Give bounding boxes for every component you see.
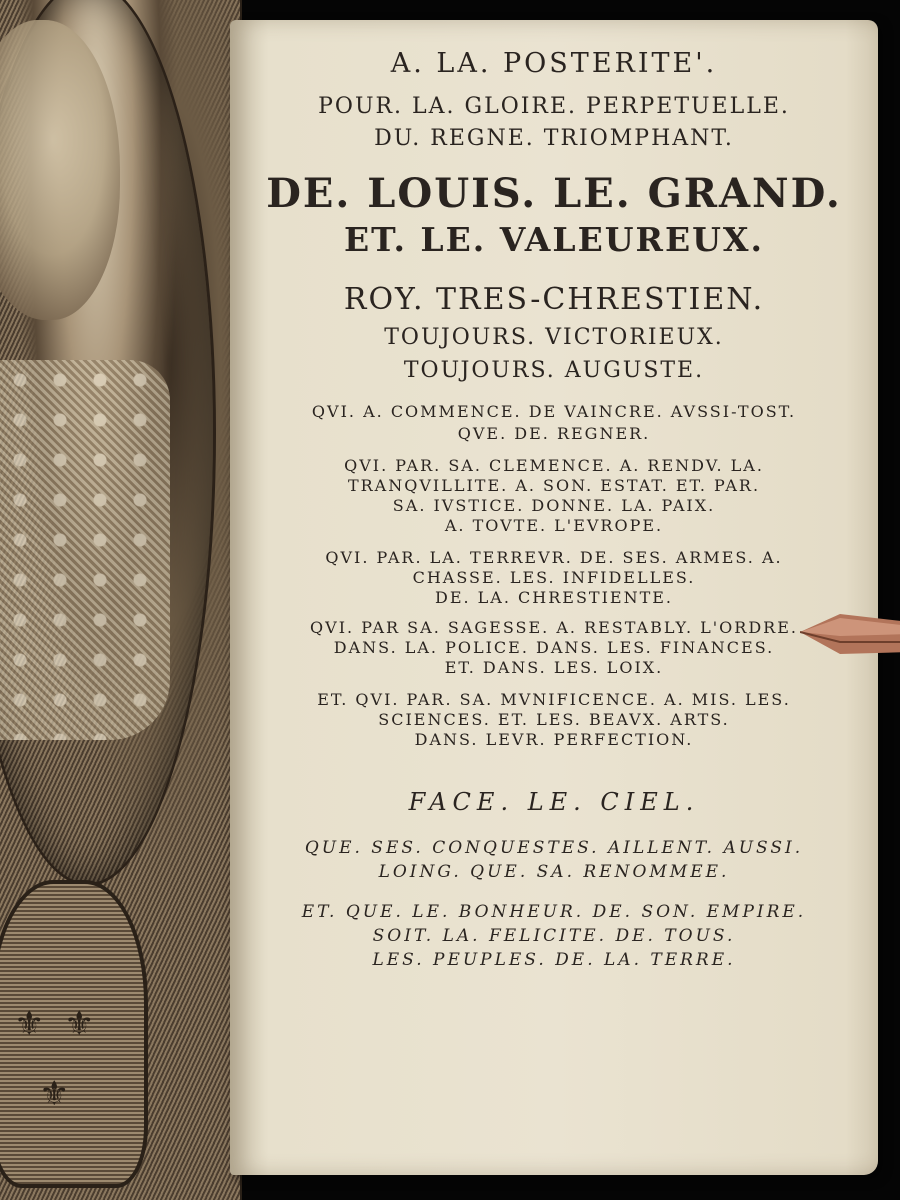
dedication-line: DU. REGNE. TRIOMPHANT. <box>374 126 734 151</box>
king-title: ROY. TRES-CHRESTIEN. <box>343 282 765 317</box>
paragraph-line: QVE. DE. REGNER. <box>457 424 651 443</box>
paragraph-line: CHASSE. LES. INFIDELLES. <box>412 568 696 587</box>
king-epithet: ET. LE. VALEUREUX. <box>344 220 764 259</box>
paragraph-line: QVI. PAR SA. SAGESSE. A. RESTABLY. L'ORDRE. <box>310 618 798 637</box>
portrait-lace-collar <box>0 360 170 740</box>
engraved-portrait-plate <box>0 0 242 1200</box>
paragraph-line: QVI. A. COMMENCE. DE VAINCRE. AVSSI-TOST. <box>311 402 797 421</box>
prayer-line: SOIT. LA. FELICITE. DE. TOUS. <box>372 926 736 946</box>
page-heading: A. LA. POSTERITE'. <box>390 48 718 79</box>
paragraph-line: ET. QVI. PAR. SA. MVNIFICENCE. A. MIS. LES. <box>317 690 791 709</box>
coat-of-arms <box>0 880 148 1188</box>
paragraph-line: ET. DANS. LES. LOIX. <box>444 658 664 677</box>
paragraph-line: TRANQVILLITE. A. SON. ESTAT. ET. PAR. <box>347 476 761 495</box>
fleur-de-lis-icon: ⚜ <box>14 1004 45 1044</box>
dedication-line: POUR. LA. GLOIRE. PERPETUELLE. <box>318 94 790 119</box>
fleur-de-lis-icon: ⚜ <box>64 1004 95 1044</box>
prayer-heading: FACE. LE. CIEL. <box>408 788 700 816</box>
paragraph-line: QVI. PAR. SA. CLEMENCE. A. RENDV. LA. <box>344 456 764 475</box>
paragraph-line: SA. IVSTICE. DONNE. LA. PAIX. <box>392 496 716 515</box>
paragraph-line: QVI. PAR. LA. TERREVR. DE. SES. ARMES. A. <box>325 548 783 567</box>
prayer-line: LOING. QUE. SA. RENOMMEE. <box>378 862 730 882</box>
title-page <box>230 20 878 1175</box>
king-name: DE. LOUIS. LE. GRAND. <box>266 170 842 217</box>
prayer-line: QUE. SES. CONQUESTES. AILLENT. AUSSI. <box>304 838 804 858</box>
prayer-line: ET. QUE. LE. BONHEUR. DE. SON. EMPIRE. <box>301 902 807 922</box>
prayer-line: LES. PEUPLES. DE. LA. TERRE. <box>372 950 736 970</box>
virtue-line: TOUJOURS. VICTORIEUX. <box>384 325 724 350</box>
paragraph-line: SCIENCES. ET. LES. BEAVX. ARTS. <box>378 710 730 729</box>
paragraph-line: DANS. LA. POLICE. DANS. LES. FINANCES. <box>333 638 775 657</box>
paragraph-line: DE. LA. CHRESTIENTE. <box>434 588 674 607</box>
paragraph-line: A. TOVTE. L'EVROPE. <box>444 516 664 535</box>
page-pointer-tool <box>800 608 900 660</box>
fleur-de-lis-icon: ⚜ <box>39 1074 70 1114</box>
virtue-line: TOUJOURS. AUGUSTE. <box>403 358 705 383</box>
paragraph-line: DANS. LEVR. PERFECTION. <box>414 730 694 749</box>
